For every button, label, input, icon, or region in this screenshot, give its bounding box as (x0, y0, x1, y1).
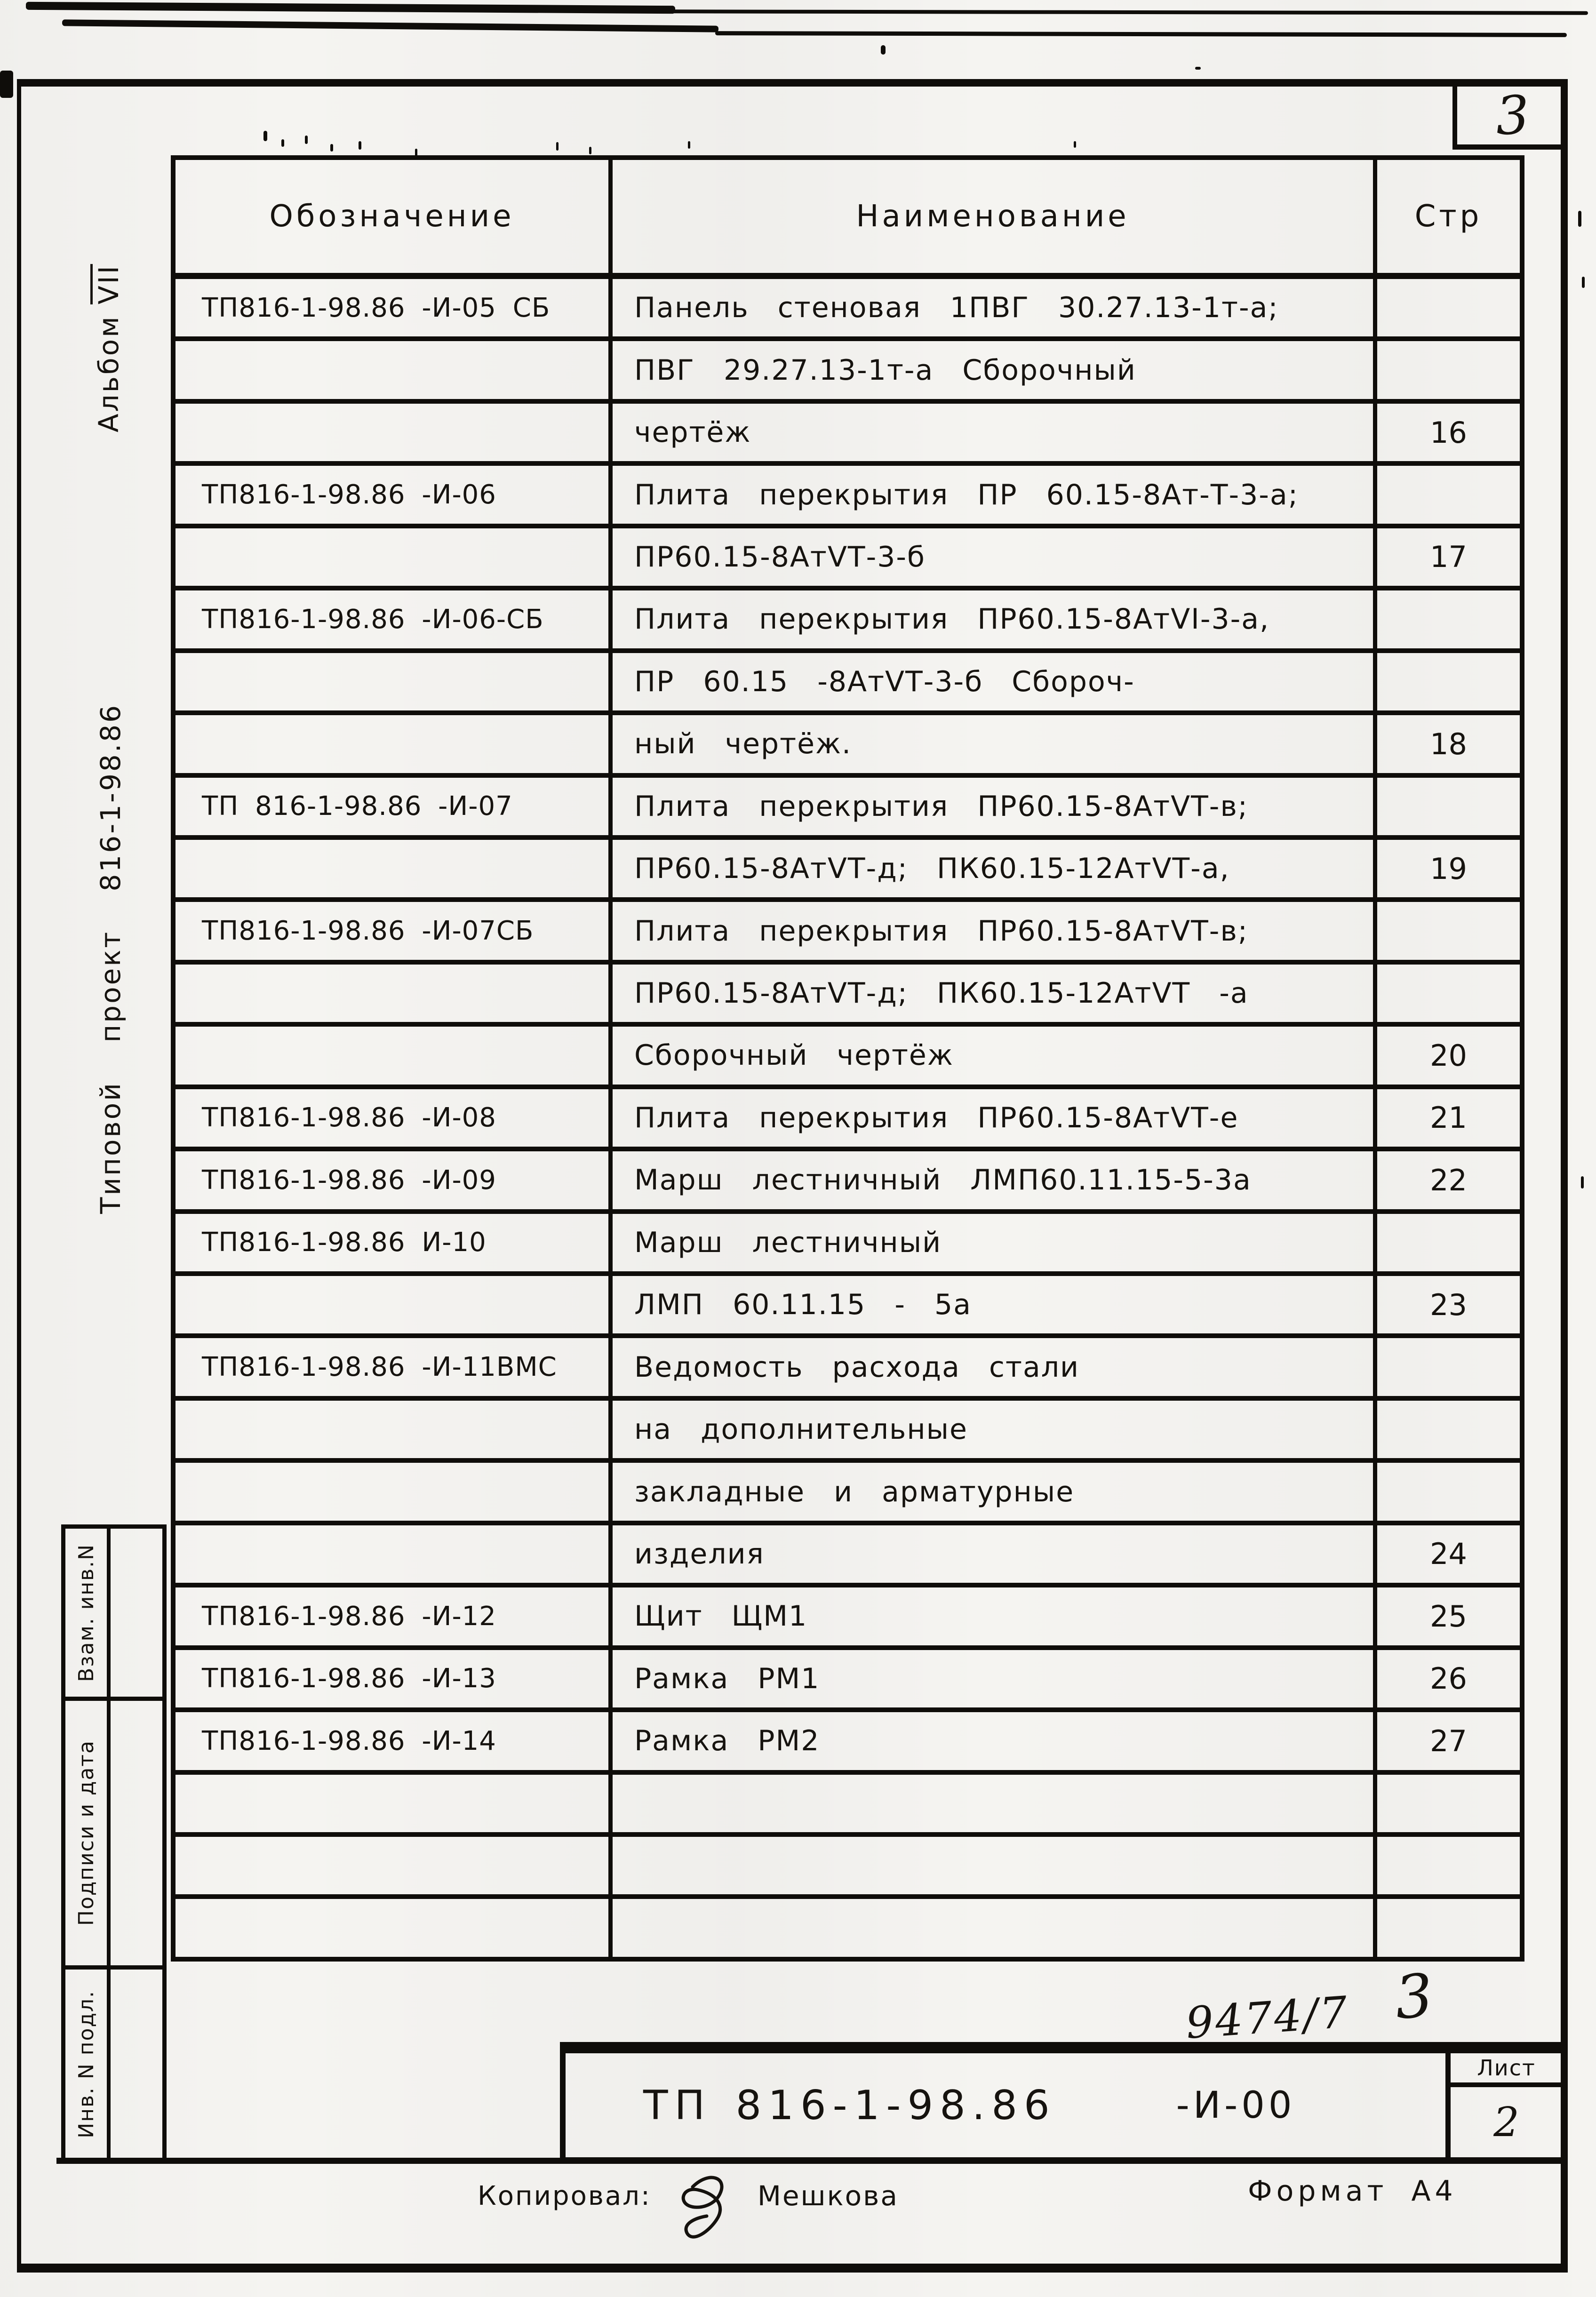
table-row (176, 1209, 1520, 1271)
row-name: Панель стеновая 1ПВГ 30.27.13-1т-а; (613, 279, 1377, 336)
row-designation: ТП816-1-98.86 -И-13 (176, 1650, 613, 1707)
scan-artifact (881, 45, 886, 55)
scan-artifact (26, 2, 675, 14)
stamp-box-inv-podl (61, 1965, 167, 2163)
table-row (176, 279, 1520, 336)
stamp-box-label-strip (65, 1529, 111, 1697)
table-row (176, 461, 1520, 523)
stamp-box-label: Инв. N подл. (74, 1990, 98, 2138)
stamp-box-label: Подписи и дата (74, 1740, 98, 1926)
row-name: Рамка РМ2 (613, 1712, 1377, 1770)
document-suffix: -И-00 (1176, 2084, 1296, 2127)
row-name: Ведомость расхода стали (613, 1338, 1377, 1396)
row-page: 21 (1430, 1101, 1467, 1135)
row-page (1377, 902, 1520, 959)
table-row (176, 1645, 1520, 1707)
table-row (176, 960, 1520, 1022)
row-page (1377, 1401, 1520, 1458)
row-designation (176, 840, 613, 897)
row-designation (176, 404, 613, 461)
table-row (176, 1022, 1520, 1084)
row-name: Рамка РМ1 (613, 1650, 1377, 1707)
page-number-box (1452, 84, 1568, 150)
row-designation (176, 1837, 613, 1894)
row-page: 24 (1430, 1537, 1467, 1571)
row-designation (176, 1401, 613, 1458)
row-name: закладные и арматурные (613, 1463, 1377, 1520)
row-page (1377, 466, 1520, 523)
row-name: ПР60.15-8АтVТ-3-б (613, 528, 1377, 586)
sheet-mark-handwritten: 3 (1392, 1960, 1436, 2033)
row-page: 19 (1430, 851, 1467, 886)
row-name (613, 1837, 1377, 1894)
row-name: ПВГ 29.27.13-1т-а Сборочный (613, 341, 1377, 399)
row-page (1377, 1775, 1520, 1832)
row-designation (176, 1775, 613, 1832)
copier-name: Мешкова (757, 2180, 899, 2212)
table-row (176, 1458, 1520, 1520)
table-row (176, 1333, 1520, 1396)
table-row (176, 710, 1520, 773)
row-name: Плита перекрытия ПР60.15-8АтVТ-е (613, 1089, 1377, 1147)
row-name (613, 1899, 1377, 1956)
scan-artifact (1582, 277, 1585, 288)
row-page (1377, 1338, 1520, 1396)
row-name: Плита перекрытия ПР 60.15-8Ат-Т-3-а; (613, 466, 1377, 523)
stamp-box-label-strip (65, 1701, 111, 1965)
row-name: Плита перекрытия ПР60.15-8АтVТ-в; (613, 778, 1377, 835)
row-name: ПР60.15-8АтVТ-д; ПК60.15-12АтVТ -а (613, 965, 1377, 1022)
row-name: чертёж (613, 404, 1377, 461)
table-row (176, 1271, 1520, 1333)
row-designation: ТП816-1-98.86 -И-06 (176, 466, 613, 523)
format-label: Формат А4 (1248, 2175, 1457, 2208)
row-page (1377, 341, 1520, 399)
table-row (176, 835, 1520, 897)
row-designation (176, 715, 613, 773)
row-designation (176, 653, 613, 710)
row-name: ный чертёж. (613, 715, 1377, 773)
row-name: ПР60.15-8АтVТ-д; ПК60.15-12АтVТ-а, (613, 840, 1377, 897)
row-designation: ТП816-1-98.86 -И-11ВМС (176, 1338, 613, 1396)
table-row (176, 399, 1520, 461)
row-designation: ТП816-1-98.86 -И-09 (176, 1151, 613, 1209)
row-name: Марш лестничный ЛМП60.11.15-5-3а (613, 1151, 1377, 1209)
scan-artifact (1195, 67, 1201, 70)
copier-signature (664, 2173, 754, 2243)
table-row (176, 1147, 1520, 1209)
order-number-handwritten: 9474/7 (1184, 1987, 1351, 2049)
table-row (176, 524, 1520, 586)
table-row (176, 1396, 1520, 1458)
row-page: 16 (1430, 415, 1467, 450)
scan-artifact (0, 71, 13, 98)
row-page: 27 (1430, 1723, 1467, 1758)
row-designation (176, 1463, 613, 1520)
stamp-box-podpisi-data (61, 1697, 167, 1970)
stamp-box-vzam-inv (61, 1524, 167, 1701)
row-name: ЛМП 60.11.15 - 5а (613, 1276, 1377, 1333)
row-designation (176, 1525, 613, 1583)
table-header-row (176, 160, 1520, 279)
title-block-main-cell (566, 2053, 1445, 2157)
row-designation: ТП816-1-98.86 И-10 (176, 1214, 613, 1271)
page-number: 3 (1494, 84, 1531, 147)
row-designation (176, 528, 613, 586)
row-name: Плита перекрытия ПР60.15-8АтVТ-в; (613, 902, 1377, 959)
table-row (176, 1832, 1520, 1894)
row-page (1377, 965, 1520, 1022)
row-page (1377, 1463, 1520, 1520)
scan-artifact (1578, 211, 1581, 227)
row-designation (176, 1276, 613, 1333)
document-code: ТП 816-1-98.86 (643, 2082, 1056, 2129)
row-page: 23 (1430, 1287, 1467, 1322)
project-caption: Типовой проект 816-1-98.86 (95, 703, 127, 1214)
row-page: 20 (1430, 1038, 1467, 1073)
table-row (176, 773, 1520, 835)
scan-artifact (670, 9, 1588, 15)
stamp-box-label: Взам. инв.N (74, 1543, 98, 1682)
table-row (176, 897, 1520, 959)
copied-by-label: Копировал: (478, 2180, 651, 2211)
title-block-sheet-cell (1445, 2053, 1562, 2157)
scan-artifact (1581, 1176, 1584, 1188)
column-header-name: Наименование (613, 160, 1377, 273)
row-designation: ТП816-1-98.86 -И-07СБ (176, 902, 613, 959)
copied-by-line (478, 2176, 899, 2216)
row-designation: ТП816-1-98.86 -И-08 (176, 1089, 613, 1147)
row-name: Сборочный чертёж (613, 1027, 1377, 1084)
table-row (176, 1521, 1520, 1583)
row-page (1377, 1837, 1520, 1894)
row-page (1377, 1899, 1520, 1956)
row-designation: ТП816-1-98.86 -И-12 (176, 1587, 613, 1645)
row-page (1377, 653, 1520, 710)
row-page: 17 (1430, 540, 1467, 574)
table-row (176, 336, 1520, 399)
stamp-box-label-strip (65, 1970, 111, 2159)
row-designation: ТП816-1-98.86 -И-06-СБ (176, 590, 613, 648)
row-page: 25 (1430, 1599, 1467, 1634)
row-page: 26 (1430, 1661, 1467, 1696)
row-designation (176, 1027, 613, 1084)
row-name: ПР 60.15 -8АтVТ-3-б Сбороч- (613, 653, 1377, 710)
table-row (176, 1707, 1520, 1770)
row-designation: ТП 816-1-98.86 -И-07 (176, 778, 613, 835)
row-name (613, 1775, 1377, 1832)
row-name: Плита перекрытия ПР60.15-8АтVІ-3-а, (613, 590, 1377, 648)
row-name: на дополнительные (613, 1401, 1377, 1458)
column-header-page: Стр (1414, 199, 1483, 234)
album-word: Альбом (93, 315, 125, 433)
row-name: Марш лестничный (613, 1214, 1377, 1271)
table-row (176, 1085, 1520, 1147)
row-designation (176, 1899, 613, 1956)
row-designation (176, 341, 613, 399)
row-designation: ТП816-1-98.86 -И-14 (176, 1712, 613, 1770)
row-page (1377, 590, 1520, 648)
row-name: Щит ЩМ1 (613, 1587, 1377, 1645)
sheet-label: Лист (1451, 2053, 1562, 2087)
table-row (176, 1583, 1520, 1645)
scan-artifact (62, 19, 718, 32)
column-header-designation: Обозначение (176, 160, 613, 273)
row-page: 18 (1430, 726, 1467, 761)
album-numeral: VII (93, 263, 125, 304)
row-page (1377, 778, 1520, 835)
row-name: изделия (613, 1525, 1377, 1583)
table-row (176, 586, 1520, 648)
contents-table (171, 155, 1524, 1962)
album-caption (88, 214, 130, 482)
table-row (176, 1894, 1520, 1956)
scan-artifact (715, 31, 1567, 37)
row-designation (176, 965, 613, 1022)
row-page: 22 (1430, 1163, 1467, 1197)
sheet-number: 2 (1493, 2098, 1519, 2146)
table-row (176, 1770, 1520, 1832)
table-row (176, 648, 1520, 710)
row-designation: ТП816-1-98.86 -И-05 СБ (176, 279, 613, 336)
title-block (560, 2042, 1568, 2163)
row-page (1377, 279, 1520, 336)
row-page (1377, 1214, 1520, 1271)
